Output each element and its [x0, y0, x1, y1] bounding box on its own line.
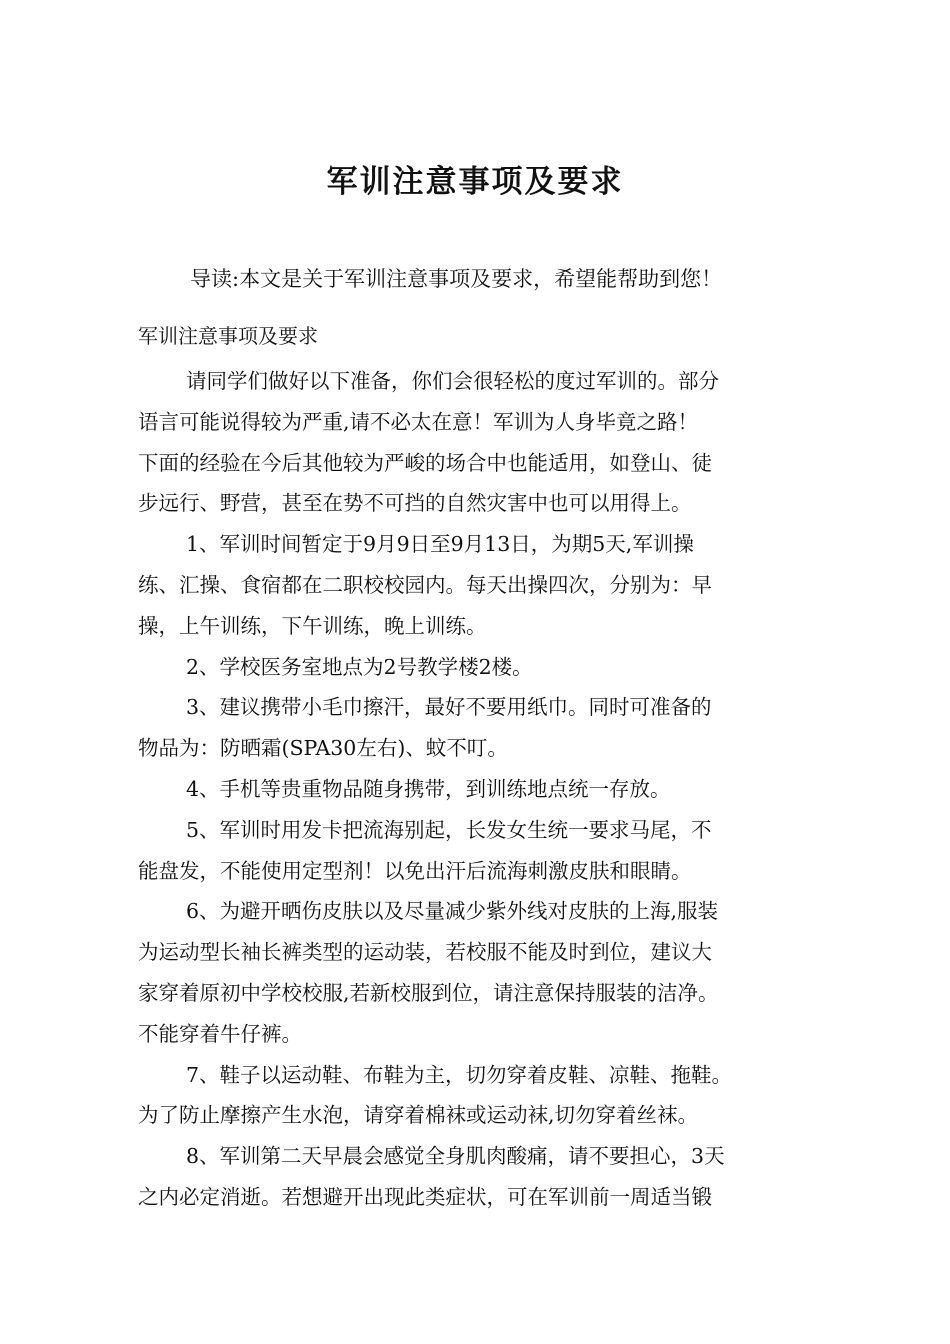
paragraph-item-1 [138, 524, 818, 646]
paragraph-item-3 [138, 687, 818, 769]
paragraph-item-5 [138, 810, 818, 892]
paragraph-line: 1、军训时间暂定于9月9日至9月13日，为期5天,军训操 [186, 532, 694, 557]
paragraph-line: 操，上午训练，下午训练，晚上训练。 [138, 613, 487, 638]
paragraph-item-6 [138, 891, 818, 1054]
paragraph-line: 家穿着原初中学校校服,若新校服到位，请注意保持服装的洁净。 [138, 980, 719, 1005]
paragraph-line: 6、为避开晒伤皮肤以及尽量减少紫外线对皮肤的上海,服装 [186, 899, 719, 924]
paragraph-line: 7、鞋子以运动鞋、布鞋为主，切勿穿着皮鞋、凉鞋、拖鞋。 [186, 1062, 733, 1087]
paragraph-line: 语言可能说得较为严重,请不必太在意！军训为人身毕竟之路！ [138, 409, 699, 434]
paragraph-line: 请同学们做好以下准备，你们会很轻松的度过军训的。部分 [186, 369, 719, 393]
paragraph-intro [138, 361, 818, 524]
paragraph-line: 下面的经验在今后其他较为严峻的场合中也能适用，如登山、徒 [138, 450, 712, 475]
paragraph-line: 步远行、野营，甚至在势不可挡的自然灾害中也可以用得上。 [138, 491, 692, 516]
paragraph-line: 为了防止摩擦产生水泡，请穿着棉袜或运动袜,切勿穿着丝袜。 [138, 1103, 699, 1128]
paragraph-line: 不能穿着牛仔裤。 [138, 1021, 302, 1046]
intro-text: 导读:本文是关于军训注意事项及要求，希望能帮助到您！ [190, 267, 723, 291]
paragraph-line: 2、学校医务室地点为2号教学楼2楼。 [186, 654, 533, 679]
paragraph-line: 4、手机等贵重物品随身携带，到训练地点统一存放。 [186, 776, 671, 801]
paragraph-item-7 [138, 1055, 818, 1137]
body-text [138, 361, 818, 1218]
paragraph-item-2 [138, 647, 818, 688]
paragraph-line: 5、军训时用发卡把流海别起，长发女生统一要求马尾，不 [186, 817, 712, 842]
paragraph-line: 8、军训第二天早晨会感觉全身肌肉酸痛，请不要担心，3天 [186, 1144, 725, 1169]
page-title: 军训注意事项及要求 [326, 164, 624, 200]
paragraph-item-4 [138, 769, 818, 810]
paragraph-line: 3、建议携带小毛巾擦汗，最好不要用纸巾。同时可准备的 [186, 695, 712, 720]
paragraph-item-8 [138, 1136, 818, 1218]
paragraph-line: 之内必定消逝。若想避开出现此类症状，可在军训前一周适当锻 [138, 1184, 712, 1209]
paragraph-line: 为运动型长袖长裤类型的运动装，若校服不能及时到位，建议大 [138, 940, 712, 965]
paragraph-line: 练、汇操、食宿都在二职校校园内。每天出操四次，分别为：早 [138, 572, 712, 597]
paragraph-line: 物品为：防晒霜(SPA30左右)、蚊不叮。 [138, 736, 508, 761]
paragraph-line: 能盘发，不能使用定型剂！以免出汗后流海刺激皮肤和眼睛。 [138, 858, 692, 883]
section-heading: 军训注意事项及要求 [138, 324, 318, 348]
